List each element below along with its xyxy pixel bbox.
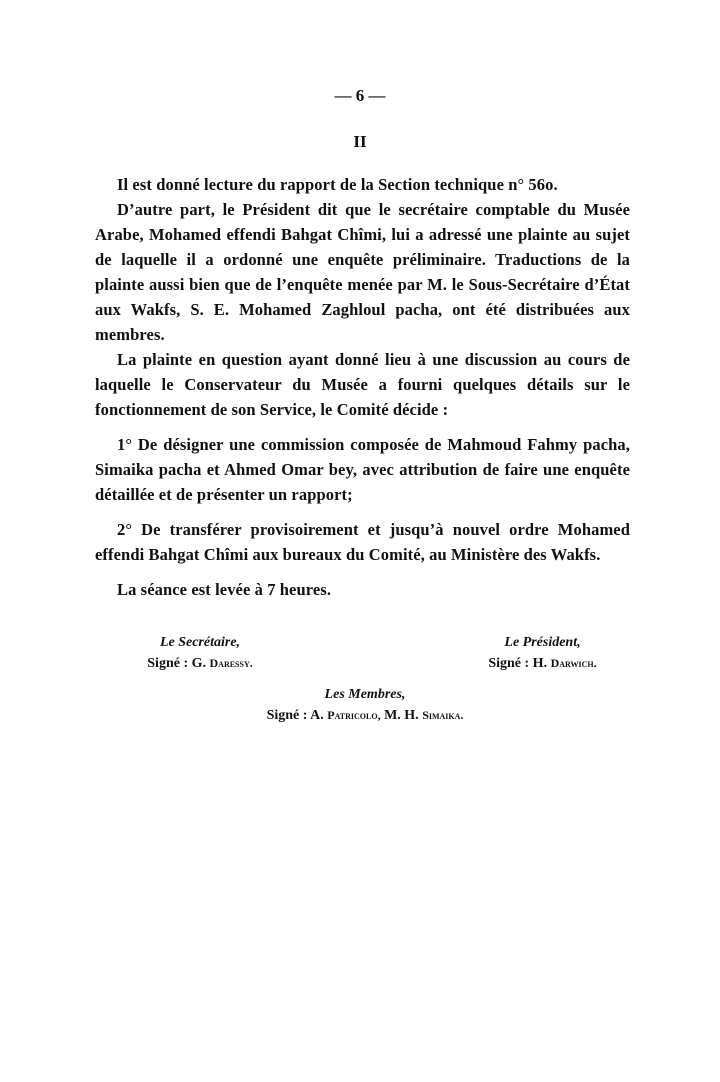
president-signed — [455, 653, 630, 674]
members-signed — [235, 705, 495, 726]
paragraph-report: Il est donné lecture du rapport de la Section technique n° 56o. — [117, 175, 558, 194]
paragraph-closing: La séance est levée à 7 heures. — [117, 580, 332, 599]
page-number: — 6 — — [334, 86, 386, 105]
president-prefix: Signé : H. — [488, 656, 548, 671]
members-prefix-2: M. H. — [384, 708, 419, 723]
section-title: II — [353, 132, 367, 151]
body-text — [95, 172, 630, 602]
secretary-role: Le Secrétaire, — [159, 635, 241, 650]
secretary-prefix: Signé : G. — [147, 656, 206, 671]
secretary-signed — [125, 653, 275, 674]
paragraph-complaint: D’autre part, le Président dit que le secrétaire comptable du Musée Arabe, Mohamed effendi Bahgat Chîmi, lui a adressé une plainte au sujet de laquelle il a ordonné une enquête préliminaire. Traductions de la plainte aussi bien que de l’enquête menée par M. le Sous-Secrétaire d’État aux Wakfs, S. E. Mohamed Zaghloul pacha, ont été distribuées aux membres. — [95, 200, 630, 344]
secretary-name: Daressy. — [209, 656, 253, 670]
paragraph-decision-1: 1° De désigner une commission composée de Mahmoud Fahmy pacha, Simaika pacha et Ahmed Omar bey, avec attribution de faire une enquête détaillée et de présenter un rapport; — [95, 435, 630, 504]
paragraph-decision-2: 2° De transférer provisoirement et jusqu’à nouvel ordre Mohamed effendi Bahgat Chîmi aux bureaux du Comité, au Ministère des Wakfs. — [95, 520, 630, 564]
president-name: Darwich. — [550, 656, 597, 670]
signature-members — [235, 685, 495, 726]
members-prefix-1: Signé : A. — [266, 708, 324, 723]
members-role: Les Membres, — [324, 687, 406, 702]
paragraph-discussion: La plainte en question ayant donné lieu à une discussion au cours de laquelle le Conservateur du Musée a fourni quelques détails sur le fonctionnement de son Service, le Comité décide : — [95, 350, 630, 419]
president-role: Le Président, — [504, 635, 581, 650]
members-name-1: Patricolo, — [327, 708, 381, 722]
signature-president — [455, 633, 630, 674]
members-name-2: Simaika. — [422, 708, 464, 722]
signature-secretary — [125, 633, 275, 674]
signature-block — [95, 633, 630, 743]
